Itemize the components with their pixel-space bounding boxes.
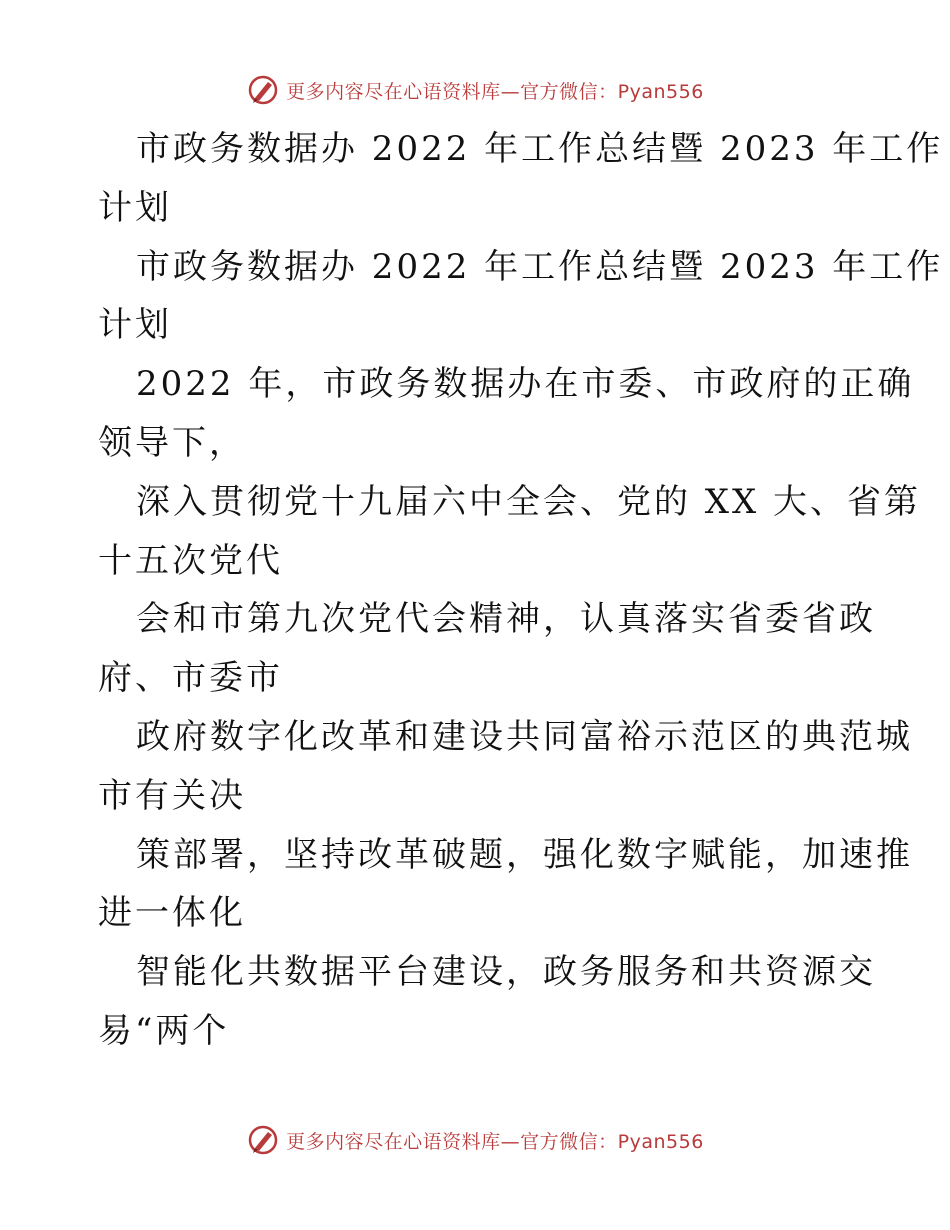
- text-line: 进一体化: [98, 893, 246, 934]
- text-line: 智能化共数据平台建设，政务服务和共资源交: [136, 952, 876, 993]
- text-line: 策部署，坚持改革破题，强化数字赋能，加速推: [136, 834, 913, 875]
- document-body: [98, 120, 944, 1061]
- footer-watermark: [0, 1120, 950, 1160]
- pen-logo-icon: [246, 73, 280, 107]
- text-line: 2022 年，市政务数据办在市委、市政府的正确: [136, 364, 915, 405]
- text-line: 易“两个: [98, 1010, 230, 1051]
- text-line: 府、市委市: [98, 658, 283, 699]
- text-line: 深入贯彻党十九届六中全会、党的 XX 大、省第: [136, 481, 922, 522]
- text-line: 市政务数据办 2022 年工作总结暨 2023 年工作: [136, 246, 944, 287]
- watermark-text: 更多内容尽在心语资料库—官方微信：Pyan556: [286, 80, 704, 103]
- text-line: 十五次党代: [98, 540, 283, 581]
- header-watermark: [0, 70, 950, 110]
- text-line: 市政务数据办 2022 年工作总结暨 2023 年工作: [136, 129, 944, 169]
- text-line: 会和市第九次党代会精神，认真落实省委省政: [136, 599, 876, 640]
- text-line: 领导下，: [98, 422, 246, 463]
- text-line: 政府数字化改革和建设共同富裕示范区的典范城: [136, 716, 913, 757]
- text-line: 市有关决: [98, 775, 246, 816]
- pen-logo-icon: [246, 1123, 280, 1157]
- watermark-text: 更多内容尽在心语资料库—官方微信：Pyan556: [286, 1130, 704, 1153]
- text-line: 计划: [98, 305, 172, 346]
- text-line: 计划: [98, 187, 172, 228]
